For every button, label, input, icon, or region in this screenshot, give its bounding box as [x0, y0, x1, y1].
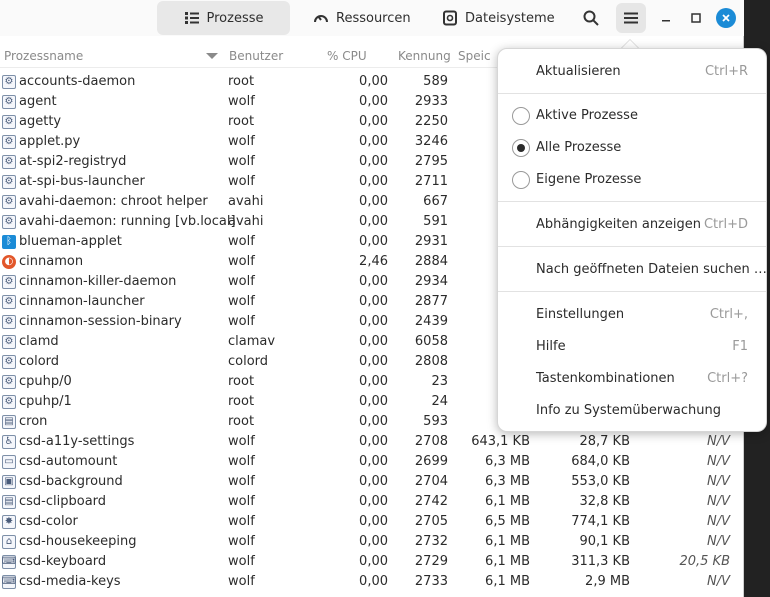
process-shared-memory: 32,8 KB — [579, 494, 630, 509]
menu-item-search-open-files-label: Nach geöffneten Dateien suchen … — [536, 262, 767, 277]
process-row[interactable] — [0, 512, 744, 532]
process-id: 2742 — [414, 494, 448, 509]
menu-item-refresh-accel: Ctrl+R — [704, 64, 748, 79]
process-row[interactable] — [0, 572, 744, 592]
process-row[interactable] — [0, 452, 744, 472]
process-shared-memory: 311,3 KB — [571, 554, 630, 569]
process-cpu: 0,00 — [359, 334, 388, 349]
process-user: wolf — [228, 514, 255, 529]
menu-separator — [498, 93, 766, 94]
process-name: cpuhp/0 — [19, 374, 72, 389]
process-id: 2250 — [414, 114, 448, 129]
process-cpu: 0,00 — [359, 174, 388, 189]
process-name: avahi-daemon: chroot helper — [19, 194, 208, 209]
process-name: cinnamon-launcher — [19, 294, 145, 309]
process-cpu: 0,00 — [359, 314, 388, 329]
process-id: 23 — [431, 374, 448, 389]
menu-item-settings[interactable] — [498, 300, 766, 330]
process-extra: N/V — [707, 534, 730, 549]
process-id: 2931 — [414, 234, 448, 249]
menu-item-active-processes[interactable] — [498, 101, 766, 131]
process-user: root — [228, 374, 255, 389]
process-name: csd-housekeeping — [19, 534, 137, 549]
menu-item-search-open-files[interactable] — [498, 255, 766, 285]
process-user: colord — [228, 354, 269, 369]
radio-active-processes[interactable] — [512, 107, 530, 125]
column-memory[interactable]: Speic — [458, 49, 491, 63]
search-button[interactable] — [576, 3, 606, 33]
gauge-icon — [313, 10, 329, 26]
process-cpu: 0,00 — [359, 94, 388, 109]
process-cpu: 0,00 — [359, 534, 388, 549]
search-icon — [583, 10, 599, 26]
process-extra: N/V — [707, 434, 730, 449]
process-id: 593 — [423, 414, 448, 429]
housekeeping-icon: ⌂ — [2, 535, 16, 549]
process-shared-memory: 774,1 KB — [571, 514, 630, 529]
gear-icon: ⚙ — [2, 215, 16, 229]
process-memory: 6,3 MB — [485, 454, 530, 469]
process-extra: N/V — [707, 514, 730, 529]
process-id: 2704 — [414, 474, 448, 489]
process-row[interactable] — [0, 552, 744, 572]
process-user: wolf — [228, 454, 255, 469]
tab-filesystems-label: Dateisysteme — [465, 10, 555, 26]
process-name: csd-color — [19, 514, 78, 529]
main-menu-button[interactable] — [616, 3, 646, 33]
tab-resources-label: Ressourcen — [336, 10, 411, 26]
process-id: 2933 — [414, 94, 448, 109]
process-user: wolf — [228, 134, 255, 149]
process-memory: 6,1 MB — [485, 534, 530, 549]
process-id: 2884 — [414, 254, 448, 269]
process-user: wolf — [228, 234, 255, 249]
process-name: agetty — [19, 114, 62, 129]
process-name: cinnamon — [19, 254, 84, 269]
process-memory: 6,1 MB — [485, 554, 530, 569]
sort-descending-icon — [206, 53, 218, 59]
process-row[interactable] — [0, 472, 744, 492]
minimize-icon — [660, 12, 672, 24]
process-user: wolf — [228, 534, 255, 549]
menu-item-all-processes[interactable] — [498, 133, 766, 163]
process-user: root — [228, 114, 255, 129]
process-user: avahi — [228, 214, 264, 229]
process-name: csd-media-keys — [19, 574, 121, 589]
header-bar — [0, 0, 744, 36]
process-shared-memory: 28,7 KB — [579, 434, 630, 449]
process-id: 6058 — [414, 334, 448, 349]
process-user: wolf — [228, 434, 255, 449]
process-name: cinnamon-session-binary — [19, 314, 182, 329]
menu-item-own-processes[interactable] — [498, 165, 766, 195]
maximize-icon — [690, 12, 702, 24]
gear-icon: ⚙ — [2, 95, 16, 109]
process-user: wolf — [228, 494, 255, 509]
process-id: 2708 — [414, 434, 448, 449]
gear-icon: ⚙ — [2, 375, 16, 389]
menu-item-shortcuts-accel: Ctrl+? — [707, 371, 748, 386]
process-shared-memory: 90,1 KB — [579, 534, 630, 549]
process-name: agent — [19, 94, 57, 109]
process-id: 24 — [431, 394, 448, 409]
process-cpu: 2,46 — [359, 254, 388, 269]
tab-resources[interactable] — [303, 1, 421, 35]
process-user: wolf — [228, 94, 255, 109]
process-name: csd-clipboard — [19, 494, 107, 509]
process-name: cinnamon-killer-daemon — [19, 274, 177, 289]
process-id: 2795 — [414, 154, 448, 169]
process-user: wolf — [228, 574, 255, 589]
process-name: at-spi2-registryd — [19, 154, 127, 169]
process-cpu: 0,00 — [359, 374, 388, 389]
menu-item-active-processes-label: Aktive Prozesse — [536, 108, 638, 123]
process-name: applet.py — [19, 134, 81, 149]
process-cpu: 0,00 — [359, 554, 388, 569]
main-menu-popover — [497, 48, 767, 432]
process-cpu: 0,00 — [359, 274, 388, 289]
menu-item-help-label: Hilfe — [536, 339, 566, 354]
gear-icon: ⚙ — [2, 195, 16, 209]
clipboard-icon: ▤ — [2, 495, 16, 509]
process-cpu: 0,00 — [359, 394, 388, 409]
process-name: cpuhp/1 — [19, 394, 72, 409]
hamburger-icon — [623, 10, 639, 26]
process-id: 2877 — [414, 294, 448, 309]
process-id: 2732 — [414, 534, 448, 549]
close-button[interactable] — [711, 3, 741, 33]
process-memory: 643,1 KB — [471, 434, 530, 449]
process-memory: 6,5 MB — [485, 514, 530, 529]
process-id: 2729 — [414, 554, 448, 569]
process-shared-memory: 684,0 KB — [571, 454, 630, 469]
menu-item-own-processes-label: Eigene Prozesse — [536, 172, 642, 187]
process-user: wolf — [228, 314, 255, 329]
gear-icon: ⚙ — [2, 295, 16, 309]
process-cpu: 0,00 — [359, 454, 388, 469]
tab-processes-label: Prozesse — [206, 10, 264, 26]
gear-icon: ⚙ — [2, 175, 16, 189]
process-extra: N/V — [707, 474, 730, 489]
gear-icon: ⚙ — [2, 115, 16, 129]
process-name: csd-a11y-settings — [19, 434, 135, 449]
process-id: 2705 — [414, 514, 448, 529]
process-name: clamd — [19, 334, 59, 349]
process-cpu: 0,00 — [359, 154, 388, 169]
process-extra: N/V — [707, 494, 730, 509]
menu-item-dependencies-accel: Ctrl+D — [703, 217, 748, 232]
process-id: 2733 — [414, 574, 448, 589]
menu-item-help-accel: F1 — [732, 339, 748, 354]
process-cpu: 0,00 — [359, 74, 388, 89]
cinnamon-icon: ◐ — [2, 255, 16, 269]
gear-icon: ⚙ — [2, 355, 16, 369]
process-memory: 6,3 MB — [485, 474, 530, 489]
list-icon — [184, 10, 200, 26]
column-user[interactable]: Benutzer — [229, 49, 284, 63]
process-extra: 20,5 KB — [679, 554, 730, 569]
process-user: wolf — [228, 174, 255, 189]
process-cpu: 0,00 — [359, 114, 388, 129]
process-row[interactable] — [0, 432, 744, 452]
process-name: colord — [19, 354, 60, 369]
calendar-icon: ▤ — [2, 415, 16, 429]
process-user: root — [228, 74, 255, 89]
radio-own-processes[interactable] — [512, 171, 530, 189]
menu-item-dependencies[interactable] — [498, 210, 766, 240]
process-cpu: 0,00 — [359, 494, 388, 509]
process-user: clamav — [228, 334, 276, 349]
process-name: at-spi-bus-launcher — [19, 174, 145, 189]
accessibility-icon: ♿ — [2, 435, 16, 449]
process-id: 591 — [423, 214, 448, 229]
menu-item-about[interactable] — [498, 396, 766, 426]
process-name: csd-background — [19, 474, 123, 489]
bluetooth-icon: ᛒ — [2, 235, 16, 249]
process-shared-memory: 553,0 KB — [571, 474, 630, 489]
process-user: root — [228, 414, 255, 429]
process-id: 589 — [423, 74, 448, 89]
menu-item-dependencies-label: Abhängigkeiten anzeigen — [536, 217, 701, 232]
process-user: wolf — [228, 554, 255, 569]
process-name: accounts-daemon — [19, 74, 136, 89]
minimize-button[interactable] — [651, 3, 681, 33]
close-icon — [716, 8, 736, 28]
process-row[interactable] — [0, 492, 744, 512]
process-extra: N/V — [707, 574, 730, 589]
process-memory: 6,1 MB — [485, 574, 530, 589]
menu-item-refresh-label: Aktualisieren — [536, 64, 621, 79]
process-user: wolf — [228, 254, 255, 269]
process-cpu: 0,00 — [359, 574, 388, 589]
gear-icon: ⚙ — [2, 155, 16, 169]
gear-icon: ⚙ — [2, 315, 16, 329]
process-cpu: 0,00 — [359, 294, 388, 309]
menu-separator — [498, 246, 766, 247]
process-id: 2439 — [414, 314, 448, 329]
radio-all-processes[interactable] — [512, 139, 530, 157]
process-row[interactable] — [0, 532, 744, 552]
process-shared-memory: 2,9 MB — [585, 574, 630, 589]
process-cpu: 0,00 — [359, 354, 388, 369]
process-user: wolf — [228, 154, 255, 169]
menu-separator — [498, 201, 766, 202]
process-cpu: 0,00 — [359, 234, 388, 249]
process-extra: N/V — [707, 454, 730, 469]
wallpaper-icon: ▣ — [2, 475, 16, 489]
menu-item-shortcuts[interactable] — [498, 364, 766, 394]
process-cpu: 0,00 — [359, 514, 388, 529]
process-user: root — [228, 394, 255, 409]
menu-item-shortcuts-label: Tastenkombinationen — [536, 371, 675, 386]
maximize-button[interactable] — [681, 3, 711, 33]
process-name: csd-keyboard — [19, 554, 107, 569]
process-cpu: 0,00 — [359, 134, 388, 149]
gear-icon: ⚙ — [2, 135, 16, 149]
process-user: wolf — [228, 294, 255, 309]
menu-item-refresh[interactable] — [498, 57, 766, 87]
process-cpu: 0,00 — [359, 194, 388, 209]
menu-item-all-processes-label: Alle Prozesse — [536, 140, 622, 155]
process-id: 2934 — [414, 274, 448, 289]
disk-icon — [442, 10, 458, 26]
tab-processes[interactable] — [157, 1, 290, 35]
column-process-name[interactable]: Prozessname — [4, 49, 84, 63]
process-cpu: 0,00 — [359, 214, 388, 229]
process-id: 2699 — [414, 454, 448, 469]
gear-icon: ⚙ — [2, 275, 16, 289]
keyboard-icon: ⌨ — [1, 576, 17, 587]
process-memory: 6,1 MB — [485, 494, 530, 509]
menu-item-settings-accel: Ctrl+, — [709, 307, 748, 322]
menu-item-help[interactable] — [498, 332, 766, 362]
drive-icon: ▭ — [2, 455, 16, 469]
process-cpu: 0,00 — [359, 434, 388, 449]
process-id: 2808 — [414, 354, 448, 369]
gear-icon: ⚙ — [2, 395, 16, 409]
process-cpu: 0,00 — [359, 414, 388, 429]
gear-icon: ⚙ — [2, 335, 16, 349]
process-name: avahi-daemon: running [vb.local] — [19, 214, 236, 229]
menu-item-about-label: Info zu Systemüberwachung — [536, 403, 721, 418]
tab-filesystems[interactable] — [432, 1, 565, 35]
column-cpu[interactable]: % CPU — [327, 49, 367, 63]
gear-icon: ⚙ — [2, 75, 16, 89]
process-id: 2711 — [414, 174, 448, 189]
process-name: csd-automount — [19, 454, 118, 469]
keyboard-icon: ⌨ — [1, 556, 17, 567]
process-cpu: 0,00 — [359, 474, 388, 489]
process-user: avahi — [228, 194, 264, 209]
process-user: wolf — [228, 474, 255, 489]
process-id: 3246 — [414, 134, 448, 149]
color-icon: ✸ — [2, 515, 16, 529]
column-id[interactable]: Kennung — [398, 49, 451, 63]
process-user: wolf — [228, 274, 255, 289]
menu-item-settings-label: Einstellungen — [536, 307, 625, 322]
menu-separator — [498, 291, 766, 292]
process-id: 667 — [423, 194, 448, 209]
process-name: blueman-applet — [19, 234, 122, 249]
process-name: cron — [19, 414, 48, 429]
